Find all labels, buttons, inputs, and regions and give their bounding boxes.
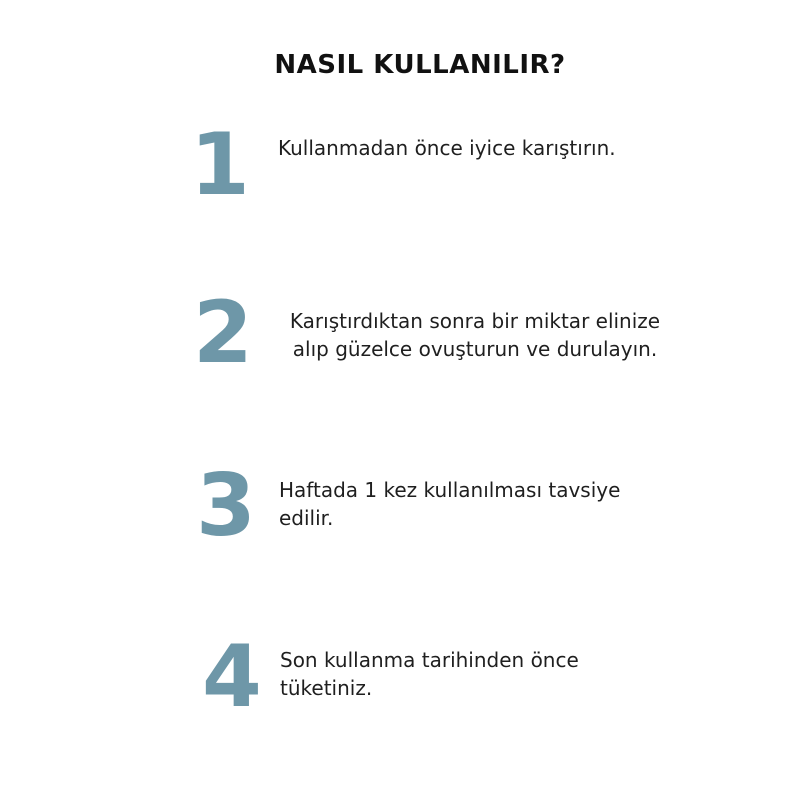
step-number: 3 [196, 456, 256, 556]
step-number: 4 [202, 627, 262, 727]
page-title: NASIL KULLANILIR? [274, 50, 566, 80]
step-text: Haftada 1 kez kullanılması tavsiye edilir. [279, 478, 621, 530]
step-text: Son kullanma tarihinden önce tüketiniz. [280, 648, 579, 700]
step-text: Kullanmadan önce iyice karıştırın. [278, 136, 616, 160]
step-text: Karıştırdıktan sonra bir miktar elinize alıp güzelce ovuşturun ve durulayın. [289, 309, 661, 361]
step-number: 2 [193, 283, 253, 383]
step-number: 1 [190, 115, 250, 215]
